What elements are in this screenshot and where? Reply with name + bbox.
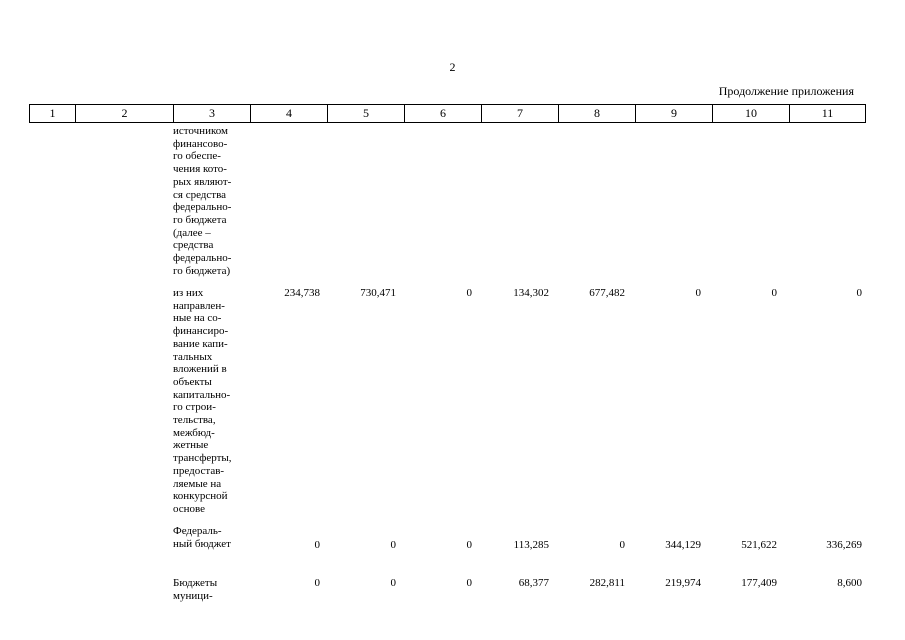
label-line: рых являют-	[173, 175, 232, 188]
label-line: финансово-	[173, 137, 228, 150]
column-header-8: 8	[559, 105, 636, 123]
label-line: го бюджета	[173, 213, 227, 226]
label-line: вложений в	[173, 363, 227, 376]
label-line: финансиро-	[173, 325, 229, 338]
continuation-note: Продолжение приложения	[718, 84, 854, 98]
label-line: конкурсной	[173, 490, 228, 503]
cell-col5: 0	[390, 539, 396, 551]
column-number-header	[29, 104, 866, 123]
label-line: го обеспе-	[173, 150, 221, 163]
cell-col10: 521,622	[741, 539, 777, 551]
row-label-federal-budget	[173, 525, 253, 550]
cell-col11: 336,269	[826, 539, 862, 551]
column-header-4: 4	[251, 105, 328, 123]
column-header-1: 1	[30, 105, 76, 123]
label-line: (далее –	[173, 226, 211, 239]
column-header-9: 9	[636, 105, 713, 123]
label-line: федерально-	[173, 252, 232, 265]
column-header-6: 6	[405, 105, 482, 123]
cell-col7: 134,302	[513, 287, 549, 299]
cell-col10: 177,409	[741, 577, 777, 589]
row-label-cofinancing	[173, 287, 253, 516]
column-header-11: 11	[790, 105, 866, 123]
label-line: межбюд-	[173, 426, 215, 439]
label-line: направлен-	[173, 299, 225, 312]
label-line: объекты	[173, 375, 212, 388]
cell-col8: 677,482	[589, 287, 625, 299]
label-line: вание капи-	[173, 337, 228, 350]
cell-col10: 0	[771, 287, 777, 299]
label-line: Бюджеты	[173, 577, 218, 589]
label-line: муници-	[173, 589, 213, 602]
column-header-3: 3	[174, 105, 251, 123]
label-line: трансферты,	[173, 452, 232, 465]
cell-col5: 0	[390, 577, 396, 589]
cell-col6: 0	[466, 539, 472, 551]
column-header-10: 10	[713, 105, 790, 123]
label-line: чения кото-	[173, 163, 227, 176]
cell-col4: 0	[314, 539, 320, 551]
label-line: Федераль-	[173, 525, 222, 537]
label-line: капитально-	[173, 388, 231, 401]
cell-col9: 0	[695, 287, 701, 299]
label-line: ся средства	[173, 188, 227, 201]
cell-col11: 0	[856, 287, 862, 299]
column-header-2: 2	[76, 105, 174, 123]
cell-col4: 234,738	[284, 287, 320, 299]
label-line: го бюджета)	[173, 264, 231, 277]
cell-col5: 730,471	[360, 287, 396, 299]
cell-col9: 219,974	[665, 577, 701, 589]
cell-col11: 8,600	[837, 577, 862, 589]
label-line: ный бюджет	[173, 537, 231, 550]
cell-col8: 0	[619, 539, 625, 551]
label-line: из них	[173, 287, 204, 299]
label-line: предостав-	[173, 464, 225, 477]
row-label-municipal-budgets	[173, 577, 253, 602]
cell-col9: 344,129	[665, 539, 701, 551]
cell-col7: 68,377	[518, 577, 549, 589]
column-header-5: 5	[328, 105, 405, 123]
cell-col4: 0	[314, 577, 320, 589]
label-line: федерально-	[173, 201, 232, 214]
cell-col6: 0	[466, 577, 472, 589]
label-line: средства	[173, 239, 214, 252]
label-line: ляемые на	[173, 477, 222, 490]
label-line: источником	[173, 125, 228, 137]
label-line: тельства,	[173, 414, 216, 427]
label-line: жетные	[173, 439, 209, 452]
cell-col6: 0	[466, 287, 472, 299]
cell-col7: 113,285	[513, 539, 549, 551]
label-line: го строи-	[173, 401, 216, 414]
label-line: ные на со-	[173, 312, 222, 325]
cell-col8: 282,811	[589, 577, 625, 589]
page-number: 2	[449, 60, 456, 74]
label-line: основе	[173, 502, 206, 515]
label-line: тальных	[173, 350, 213, 363]
row-label-federal-sources	[173, 125, 253, 277]
column-header-7: 7	[482, 105, 559, 123]
